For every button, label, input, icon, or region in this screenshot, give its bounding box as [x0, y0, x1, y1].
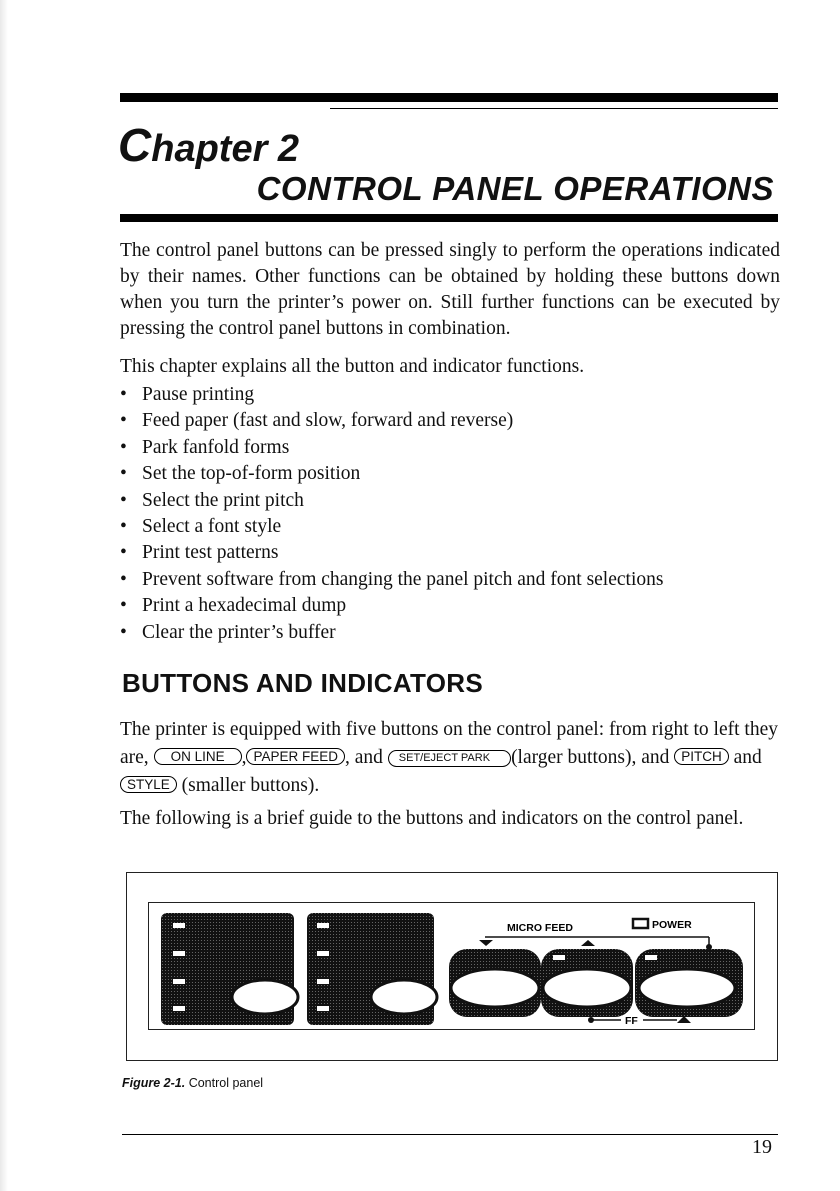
led-indicator [317, 951, 329, 956]
paper-feed-button [543, 969, 631, 1007]
paper-feed-key-glyph: PAPER FEED [246, 748, 345, 765]
control-panel-figure [148, 902, 755, 1030]
led-indicator [173, 979, 185, 984]
list-item: • Pause printing [120, 384, 255, 405]
control-panel-drawing [149, 903, 756, 1031]
select-park-key-glyph: SET/EJECT PARK [388, 750, 511, 767]
list-item: • Select the print pitch [120, 489, 304, 511]
led-indicator [317, 979, 329, 984]
pitch-button [232, 980, 298, 1014]
figure-caption: Figure 2-1. Control panel [122, 1076, 264, 1090]
style-button [371, 980, 437, 1014]
scan-edge [0, 0, 8, 1191]
footer-rule [122, 1134, 778, 1135]
section-title: CONTROL PANEL OPERATIONS [256, 170, 774, 207]
style-key-glyph: STYLE [120, 776, 177, 793]
list-item: • Feed paper (fast and slow, forward and reverse) [120, 410, 514, 432]
chapter-title: Chapter 2 [118, 119, 300, 171]
led-indicator [173, 1006, 185, 1011]
explains-sentence: This chapter explains all the button and indicator functions. [120, 356, 585, 377]
online-button [639, 969, 735, 1007]
list-item: • Park fanfold forms [120, 436, 290, 458]
pitch-key-glyph: PITCH [674, 748, 729, 765]
led-indicator [173, 923, 185, 928]
function-list [120, 382, 663, 646]
up-arrow-icon [581, 940, 595, 946]
online-key-glyph: ON LINE [154, 748, 242, 765]
led-indicator [317, 923, 329, 928]
page-number: 19 [752, 1136, 772, 1158]
list-item: • Clear the printer’s buffer [120, 621, 336, 643]
led-indicator [553, 955, 565, 960]
list-item: • Prevent software from changing the panel pitch and font selections [120, 568, 664, 590]
header-rule-top [120, 93, 778, 102]
power-led-icon [633, 919, 648, 928]
guide-paragraph: The following is a brief guide to the buttons and indicators on the control panel. [120, 808, 744, 829]
list-item: • Select a font style [120, 515, 282, 537]
buttons-paragraph: The printer is equipped with five buttons on the control panel: from right to left they are, ON LINE , PAPER FEED , and SET/EJECT PARK (larger buttons), and PITCH and STYLE (smaller buttons). [120, 719, 778, 796]
list-item: • Print a hexadecimal dump [120, 595, 347, 617]
led-indicator [645, 955, 657, 960]
buttons-heading: BUTTONS AND INDICATORS [122, 668, 483, 698]
power-label: POWER [652, 919, 692, 931]
led-indicator [317, 1006, 329, 1011]
led-indicator [173, 951, 185, 956]
ff-up-arrow-icon [677, 1016, 691, 1023]
header-rule-thin [330, 108, 778, 109]
power-dot-icon [706, 944, 712, 950]
micro-feed-label: MICRO FEED [507, 922, 573, 934]
list-item: • Set the top-of-form position [120, 463, 361, 485]
header-rule-bottom [120, 214, 778, 222]
list-item: • Print test patterns [120, 542, 279, 564]
intro-paragraph: The control panel buttons can be pressed singly to perform the operations indicated by their names. Other functions can be obtained by holding these buttons down when you turn the printer’s power on. Still further functions can be executed by pressing the control panel buttons in combination. [120, 240, 780, 339]
down-arrow-icon [479, 940, 493, 946]
ff-label: FF [625, 1015, 638, 1027]
select-park-button [451, 969, 539, 1007]
